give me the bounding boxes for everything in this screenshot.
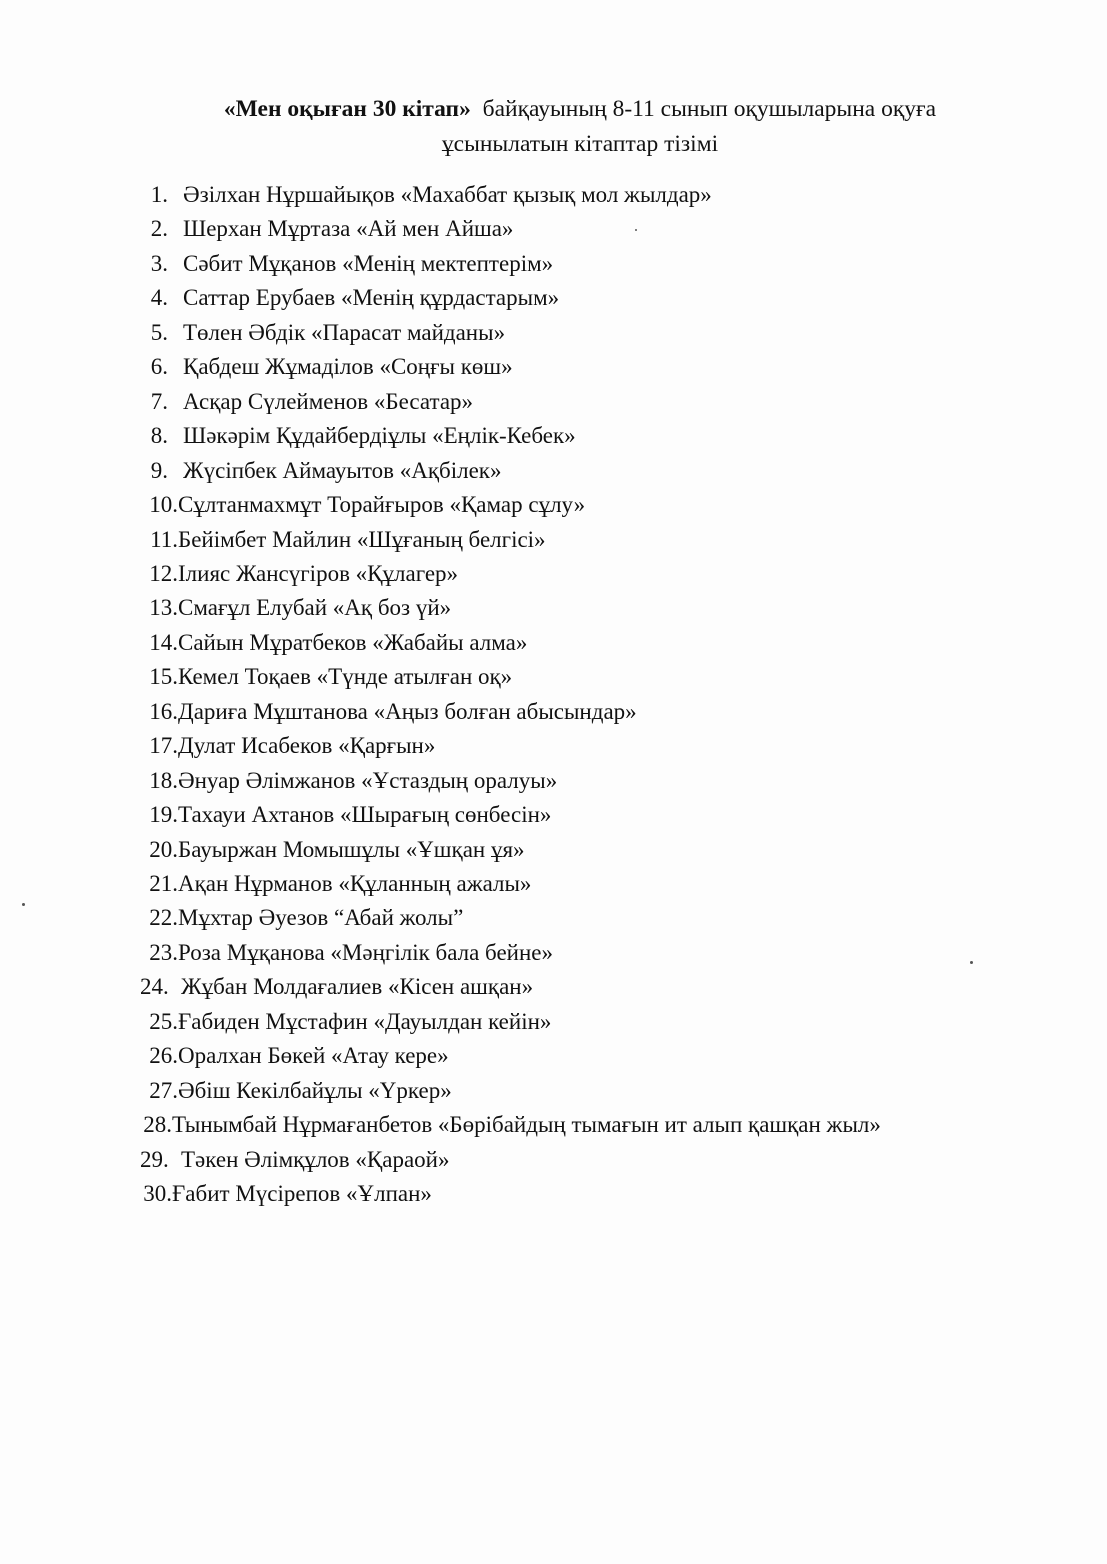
list-item-number: 27. [149,1077,178,1103]
list-item-number: 17. [149,733,178,759]
list-item-text: Дулат Исабеков «Қарғын» [178,733,436,759]
list-item [138,697,637,727]
list-item-text: Тәкен Әлімқұлов «Қараой» [181,1146,450,1172]
list-item-text: Сайын Мұратбеков «Жабайы алма» [178,629,528,655]
list-item [138,938,553,968]
list-item-number: 15. [149,664,178,690]
list-item-number: 10. [149,492,178,518]
list-item-number: 5. [150,319,168,345]
list-item-number: 1. [150,182,168,207]
list-item-number: 20. [149,836,178,862]
list-item-text: Шәкәрім Құдайбердіұлы «Еңлік-Кебек» [183,423,576,449]
list-item [140,318,505,348]
list-item [140,1145,450,1175]
list-item-number: 21. [149,871,178,896]
list-item-text: Роза Мұқанова «Мәңгілік бала бейне» [178,939,553,965]
title-line-1 [140,92,1020,127]
list-item-number: 24. [140,974,169,1000]
list-item-text: Кемел Тоқаев «Түнде атылған оқ» [178,664,513,690]
list-item [138,1007,551,1037]
document-title [140,92,1020,162]
list-item-text: Ғабиден Мұстафин «Дауылдан кейін» [178,1008,552,1034]
list-item-number: 16. [149,698,178,724]
list-item-number: 7. [150,388,168,414]
list-item-text: Бауыржан Момышұлы «Ұшқан ұя» [178,836,525,862]
list-item-text: Смағұл Елубай «Ақ боз үй» [178,595,452,621]
list-item-text: Асқар Сүлейменов «Бесатар» [183,388,474,414]
list-item [138,869,531,899]
list-item-number: 30. [143,1181,172,1207]
list-item [132,1179,432,1209]
list-item-text: Бейімбет Майлин «Шұғаның белгісі» [178,526,546,552]
list-item-number: 11. [150,526,178,552]
list-item [140,352,513,382]
list-item-text: Саттар Ерубаев «Менің құрдастарым» [183,285,560,311]
list-item-number: 13. [149,595,178,621]
list-item-number: 29. [140,1146,169,1172]
list-item [138,731,435,761]
list-item-number: 23. [149,939,178,965]
list-item-number: 6. [150,354,168,380]
list-item-text: Әзілхан Нұршайықов «Махаббат қызық мол жылдар» [183,182,712,207]
list-item-text: Сәбит Мұқанов «Менің мектептерім» [183,250,554,276]
list-item-number: 2. [150,216,168,242]
list-item [138,490,585,520]
list-item-number: 18. [149,767,178,793]
list-item [132,1110,881,1140]
list-item-text: Әнуар Әлімжанов «Ұстаздың оралуы» [178,767,558,793]
list-item [138,628,527,658]
list-item [140,249,553,279]
list-item-text: Ілияс Жансүгіров «Құлагер» [178,560,459,586]
list-item [140,283,559,313]
list-item-text: Жүсіпбек Аймауытов «Ақбілек» [183,457,502,483]
list-item-text: Әбіш Кекілбайұлы «Үркер» [178,1077,452,1103]
list-item [138,800,551,830]
list-item-number: 8. [150,423,168,449]
scan-speck [22,903,25,906]
list-item [138,1076,452,1106]
list-item-number: 28. [143,1112,172,1138]
list-item-text: Сұлтанмахмұт Торайғыров «Қамар сұлу» [178,492,586,518]
list-item [140,456,501,486]
list-item [140,387,473,417]
scan-speck [635,229,637,231]
list-item-text: Тынымбай Нұрмағанбетов «Бөрібайдың тымағын ит алып қашқан жыл» [172,1112,881,1138]
list-item-text: Ақан Нұрманов «Құланның ажалы» [178,871,532,896]
list-item-text: Ғабит Мүсірепов «Ұлпан» [172,1181,432,1207]
list-item-number: 19. [149,802,178,828]
list-item-text: Тахауи Ахтанов «Шырағың сөнбесін» [178,802,552,828]
list-item-text: Дариға Мұштанова «Аңыз болған абысындар» [178,698,637,724]
list-item-number: 22. [149,905,178,931]
list-item-number: 4. [150,285,168,311]
list-item [140,421,576,451]
list-item [138,593,451,623]
list-item-number: 9. [150,457,168,483]
list-item-text: Жұбан Молдағалиев «Кісен ашқан» [181,974,534,1000]
list-item [140,180,712,210]
list-item [138,903,463,933]
list-item-text: Шерхан Мұртаза «Ай мен Айша» [183,216,514,242]
list-item-number: 12. [149,560,178,586]
list-item-number: 14. [149,629,178,655]
list-item [138,1041,449,1071]
list-item [140,972,533,1002]
list-item [138,835,525,865]
title-line-1-rest: байқауының 8-11 сынып оқушыларына оқуға [482,96,937,122]
list-item-number: 26. [149,1043,178,1069]
list-item [138,766,557,796]
title-contest-name: «Мен оқыған 30 кітап» [223,96,471,122]
list-item-text: Төлен Әбдік «Парасат майданы» [183,319,506,345]
list-item-text: Мұхтар Әуезов “Абай жолы” [178,905,464,931]
list-item-text: Оралхан Бөкей «Атау кере» [178,1043,449,1069]
list-item [138,525,546,555]
title-line-2: ұсынылатын кітаптар тізімі [441,131,719,157]
list-item [138,559,458,589]
scan-speck [970,961,973,964]
list-item [140,214,513,244]
list-item-number: 3. [150,250,168,276]
list-item-text: Қабдеш Жұмаділов «Соңғы көш» [183,354,513,380]
list-item-number: 25. [149,1008,178,1034]
list-item [138,662,512,692]
